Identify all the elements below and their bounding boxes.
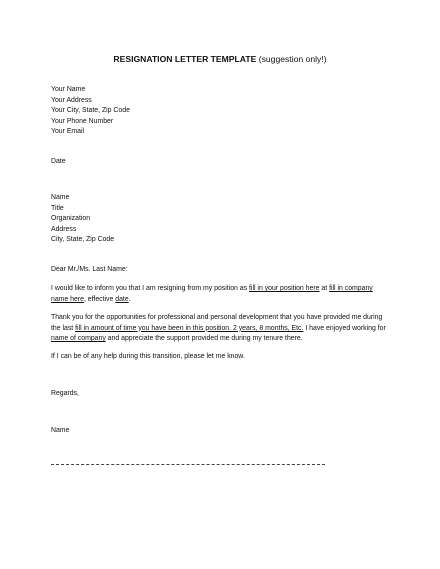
recipient-line: Name xyxy=(51,194,70,201)
recipient-line: Title xyxy=(51,204,64,212)
fill-company-field: fill in company name here xyxy=(51,285,373,303)
document-title xyxy=(0,54,440,64)
sender-line: Your City, State, Zip Code xyxy=(51,107,130,115)
company-name-field: name of company xyxy=(51,335,106,343)
paragraph-thanks xyxy=(51,313,391,345)
paragraph-help: If I can be of any help during this transition, please let me know. xyxy=(51,353,245,360)
date-line: Date xyxy=(51,158,66,165)
sender-address-block xyxy=(51,85,130,138)
recipient-line: Organization xyxy=(51,215,91,223)
sender-line: Your Email xyxy=(51,128,85,136)
p2-text: and appreciate the support provided me during my tenure there. xyxy=(105,335,303,343)
recipient-line: Address xyxy=(51,225,77,233)
signature-name: Name xyxy=(51,427,70,434)
dashed-divider xyxy=(51,464,325,465)
recipient-address-block xyxy=(51,193,114,246)
salutation: Dear Mr./Ms. Last Name: xyxy=(51,266,128,273)
recipient-line: City, State, Zip Code xyxy=(51,236,115,244)
fill-position-field: fill in your position here xyxy=(249,285,320,292)
closing: Regards, xyxy=(51,390,79,397)
p1-text: , effective xyxy=(83,295,116,303)
sender-line: Your Address xyxy=(51,96,92,104)
title-suffix: (suggestion only!) xyxy=(256,54,327,64)
date-field: date xyxy=(115,295,129,303)
sender-line: Your Name xyxy=(51,86,86,93)
p2-text: Thank you for the opportunities for professional and personal development that you have provided me during the last xyxy=(51,314,383,332)
p1-text: I would like to inform you that I am resigning from my position as xyxy=(51,285,249,292)
p2-text: I have enjoyed working for xyxy=(303,324,386,332)
p1-text: at xyxy=(319,285,330,292)
title-bold: RESIGNATION LETTER TEMPLATE xyxy=(113,54,257,64)
p1-text: . xyxy=(128,295,131,303)
sender-line: Your Phone Number xyxy=(51,117,114,125)
paragraph-resignation xyxy=(51,284,391,305)
fill-time-field: fill in amount of time you have been in this position. 2 years, 8 months, Etc. xyxy=(75,324,304,332)
